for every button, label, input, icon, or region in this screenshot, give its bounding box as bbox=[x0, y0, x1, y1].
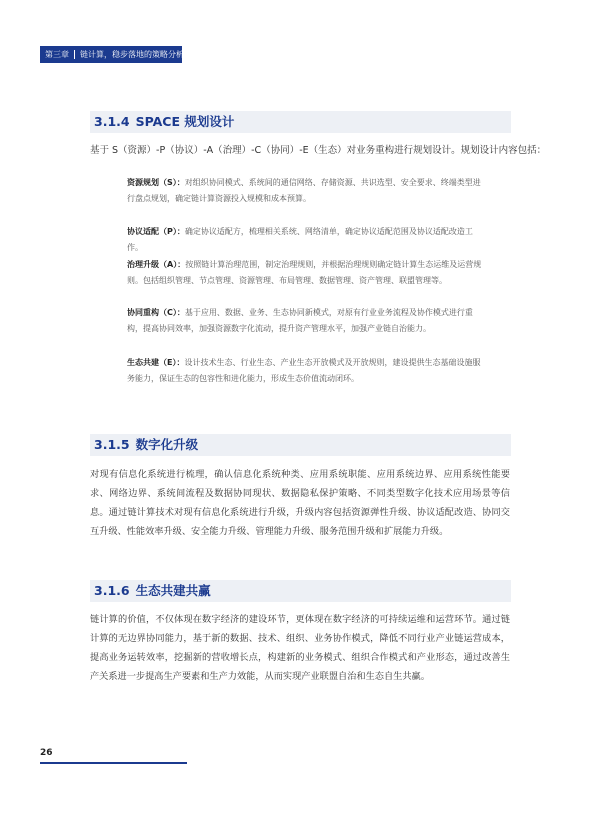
chapter-title: 链计算，稳步落地的策略分析 bbox=[80, 50, 184, 59]
item-text: 基于应用、数据、业务、生态协同新模式，对原有行业业务流程及协作模式进行重构，提高协同效率，加强资源数字化流动，提升资产管理水平，加强产业链自治能力。 bbox=[127, 308, 473, 333]
list-item-resource-planning bbox=[127, 175, 487, 207]
section-title: 数字化升级 bbox=[135, 437, 199, 452]
section-heading-3-1-5 bbox=[90, 434, 511, 456]
list-item-collaboration-reconstruction bbox=[127, 305, 487, 337]
item-term: 治理升级（A）： bbox=[127, 260, 186, 269]
footer-rule bbox=[40, 762, 187, 764]
section-number: 3.1.4 bbox=[94, 114, 130, 129]
section-title: SPACE 规划设计 bbox=[135, 114, 235, 129]
section-heading-3-1-4 bbox=[90, 111, 511, 133]
item-term: 协同重构（C）： bbox=[127, 308, 185, 317]
section-title: 生态共建共赢 bbox=[135, 583, 211, 598]
item-term: 协议适配（P）： bbox=[127, 227, 185, 236]
item-text: 按照链计算治理范围，制定治理规则，并根据治理规则确定链计算生态运维及运营规则。包括组织管理、节点管理、资源管理、布局管理、数据管理、资产管理、联盟管理等。 bbox=[127, 260, 482, 285]
section-body: 对现有信息化系统进行梳理，确认信息化系统种类、应用系统职能、应用系统边界、应用系统性能要求、网络边界、系统间流程及数据协同现状、数据隐私保护策略、不同类型数字化技术应用场景等信息。通过链计算技术对现有信息化系统进行升级，升级内容包括资源弹性升级、协议适配改造、协同交互升级、性能效率升级、安全能力升级、管理能力升级、服务范围升级和扩展能力升级。 bbox=[90, 469, 510, 537]
item-text: 对组织协同模式、系统间的通信网络、存储资源、共识选型、安全要求、终端类型进行盘点规划，确定链计算资源投入规模和成本预算。 bbox=[127, 178, 481, 203]
section-intro: 基于 S（资源）-P（协议）-A（治理）-C（协同）-E（生态）对业务重构进行规划设计。规划设计内容包括： bbox=[90, 145, 547, 156]
section-body: 链计算的价值，不仅体现在数字经济的建设环节，更体现在数字经济的可持续运维和运营环节。通过链计算的无边界协同能力，基于新的数据、技术、组织、业务协作模式，降低不同行业产业链运营成本，提高业务运转效率，挖掘新的营收增长点，构建新的业务模式、组织合作模式和产业形态，通过改善生产关系进一步提高生产要素和生产力效能，从而实现产业联盟自治和生态自生共赢。 bbox=[90, 614, 510, 682]
section-number: 3.1.5 bbox=[94, 437, 130, 452]
item-term: 资源规划（S）： bbox=[127, 178, 185, 187]
list-item-ecosystem-building bbox=[127, 355, 487, 387]
page-number: 26 bbox=[40, 748, 53, 758]
section-heading-3-1-6 bbox=[90, 580, 511, 602]
item-text: 设计技术生态、行业生态、产业生态开放模式及开放规则，建设提供生态基础设施服务能力，保证生态的包容性和进化能力，形成生态价值流动闭环。 bbox=[127, 358, 481, 383]
item-text: 确定协议适配方，梳理相关系统、网络清单，确定协议适配范围及协议适配改造工作。 bbox=[127, 227, 473, 252]
list-item-governance-upgrade bbox=[127, 257, 487, 289]
chapter-divider bbox=[74, 50, 75, 59]
chapter-header-bar bbox=[40, 46, 182, 63]
chapter-label: 第三章 bbox=[45, 50, 69, 59]
section-number: 3.1.6 bbox=[94, 583, 130, 598]
list-item-protocol-adaptation bbox=[127, 224, 487, 256]
item-term: 生态共建（E）： bbox=[127, 358, 185, 367]
